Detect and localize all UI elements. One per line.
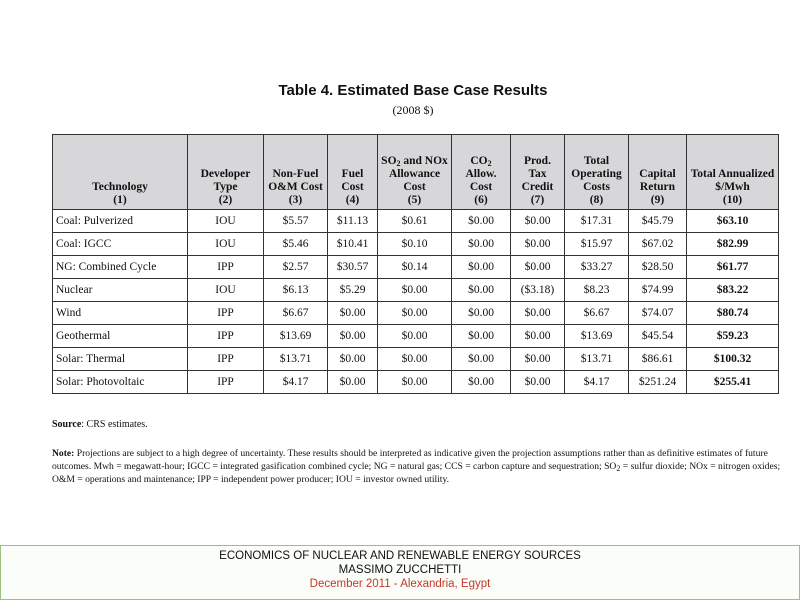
total-annualized-cell: $255.41 [687,371,779,394]
column-header-label: SO [381,155,397,167]
column-number: (7) [530,194,545,206]
table-cell: $0.00 [378,348,452,371]
table-cell: $0.00 [511,210,565,233]
table-cell: $0.00 [378,279,452,302]
table-cell: $0.61 [378,210,452,233]
table-cell: $4.17 [264,371,328,394]
table-cell: IOU [188,210,264,233]
table-row [53,348,779,371]
table-cell: $0.00 [378,325,452,348]
table-cell: $0.00 [511,256,565,279]
footer-date-location: December 2011 - Alexandria, Egypt [309,578,491,590]
column-header [687,135,779,210]
table-cell: $86.61 [629,348,687,371]
note-text-b: = sulfur dioxide; NOx = nitrogen oxides; O&M = operations and maintenance; IPP = independent power producer; IOU = investor owned utility. [52,461,781,485]
column-header [328,135,378,210]
total-annualized-cell: $83.22 [687,279,779,302]
footer-course-title: ECONOMICS OF NUCLEAR AND RENEWABLE ENERGY SOURCES [219,550,581,562]
table-cell: $0.00 [452,371,511,394]
column-number: (1) [113,194,127,206]
column-header-subscript: 2 [487,159,492,168]
column-number: (3) [288,194,303,206]
total-annualized-cell: $100.32 [687,348,779,371]
source-line [52,419,148,430]
table-cell: $0.00 [511,371,565,394]
table-cell: $0.00 [511,348,565,371]
column-header-label: Prod. Tax Credit [521,155,554,193]
table-cell: $13.71 [565,348,629,371]
table-row [53,210,779,233]
table-cell: $0.00 [452,210,511,233]
table-cell: $74.99 [629,279,687,302]
table-subtitle: (2008 $) [392,103,434,117]
table-cell: $0.00 [452,233,511,256]
column-header-label: Technology [92,181,148,193]
source-text: : CRS estimates. [81,419,148,430]
table-row [53,371,779,394]
table-cell: $0.00 [511,233,565,256]
total-annualized-cell: $59.23 [687,325,779,348]
column-header [511,135,565,210]
column-header-label-tail: Allow. Cost [465,168,497,193]
table-cell: $4.17 [565,371,629,394]
column-number: (4) [345,194,360,206]
technology-cell: Wind [53,302,188,325]
table-cell: $0.00 [328,302,378,325]
table-cell: $0.00 [328,371,378,394]
table-cell: $0.00 [378,302,452,325]
table-cell: $45.79 [629,210,687,233]
column-header [188,135,264,210]
table-cell: $28.50 [629,256,687,279]
table-header-row [53,135,779,210]
table-cell: ($3.18) [511,279,565,302]
results-table [52,134,779,394]
column-number: (2) [218,194,233,206]
table-cell: $15.97 [565,233,629,256]
column-header [264,135,328,210]
table-cell: $67.02 [629,233,687,256]
table-body [53,210,779,394]
column-number: (9) [650,194,665,206]
table-cell: $13.71 [264,348,328,371]
column-header [53,135,188,210]
table-cell: $0.00 [328,325,378,348]
total-annualized-cell: $61.77 [687,256,779,279]
table-cell: $13.69 [565,325,629,348]
column-header-label-tail: and NOx Allowance Cost [388,155,448,193]
table-cell: $45.54 [629,325,687,348]
table-cell: $5.46 [264,233,328,256]
column-header-label: CO [470,155,488,167]
table-cell: $6.13 [264,279,328,302]
table-row [53,233,779,256]
table-cell: $8.23 [565,279,629,302]
technology-cell: NG: Combined Cycle [53,256,188,279]
technology-cell: Coal: IGCC [53,233,188,256]
column-header-label: Developer Type [200,168,251,193]
technology-cell: Solar: Photovoltaic [53,371,188,394]
note-label: Note: [52,448,75,459]
table-cell: $0.00 [511,325,565,348]
table-cell: IPP [188,348,264,371]
table-cell: $0.00 [452,279,511,302]
note-paragraph [52,447,782,486]
footer-author: MASSIMO ZUCCHETTI [338,564,462,576]
table-title: Table 4. Estimated Base Case Results [278,82,548,99]
table-cell: IPP [188,371,264,394]
table-cell: $0.10 [378,233,452,256]
table-cell: IPP [188,302,264,325]
table-cell: $0.00 [452,256,511,279]
column-header-label: Non-Fuel O&M Cost [268,168,323,193]
note-text-a: Projections are subject to a high degree of uncertainty. These results should be interpreted as indicative given the projection assumptions rather than as definitive estimates of future outcomes. Mwh = megawatt-hour; IGCC = integrated gasification combined cycle; NG = natural gas; CCS = carbon capture and sequestration; SO [52,448,768,472]
table-row [53,302,779,325]
column-header [378,135,452,210]
technology-cell: Geothermal [53,325,188,348]
table-cell: $251.24 [629,371,687,394]
table-cell: $0.00 [452,348,511,371]
table-cell: IOU [188,233,264,256]
column-header [565,135,629,210]
table-cell: $0.14 [378,256,452,279]
footer-box [0,545,800,600]
table-row [53,325,779,348]
column-number: (5) [407,194,422,206]
total-annualized-cell: $63.10 [687,210,779,233]
column-number: (6) [474,194,488,206]
table-cell: $0.00 [328,348,378,371]
table-row [53,279,779,302]
table-cell: $5.57 [264,210,328,233]
table-cell: $33.27 [565,256,629,279]
column-header-label: Fuel Cost [341,168,364,193]
table-cell: $11.13 [328,210,378,233]
total-annualized-cell: $80.74 [687,302,779,325]
source-label: Source [52,419,82,430]
table-cell: $17.31 [565,210,629,233]
column-number: (10) [722,194,743,206]
column-header-label: Total Operating Costs [571,155,622,193]
table-cell: IOU [188,279,264,302]
column-header-subscript: 2 [396,159,401,168]
table-cell: $5.29 [328,279,378,302]
table-row [53,256,779,279]
table-cell: $74.07 [629,302,687,325]
technology-cell: Solar: Thermal [53,348,188,371]
table-cell: $6.67 [264,302,328,325]
table-cell: IPP [188,256,264,279]
table-cell: $10.41 [328,233,378,256]
technology-cell: Nuclear [53,279,188,302]
total-annualized-cell: $82.99 [687,233,779,256]
table-cell: $13.69 [264,325,328,348]
note-subscript: 2 [616,464,621,473]
column-header-label: Total Annualized $/Mwh [690,168,775,193]
table-cell: IPP [188,325,264,348]
column-header [629,135,687,210]
table-cell: $6.67 [565,302,629,325]
column-number: (8) [589,194,604,206]
table-cell: $2.57 [264,256,328,279]
table-cell: $0.00 [452,302,511,325]
column-header-label: Capital Return [639,168,676,193]
table-cell: $0.00 [452,325,511,348]
table-cell: $30.57 [328,256,378,279]
column-header [452,135,511,210]
technology-cell: Coal: Pulverized [53,210,188,233]
table-cell: $0.00 [378,371,452,394]
table-cell: $0.00 [511,302,565,325]
